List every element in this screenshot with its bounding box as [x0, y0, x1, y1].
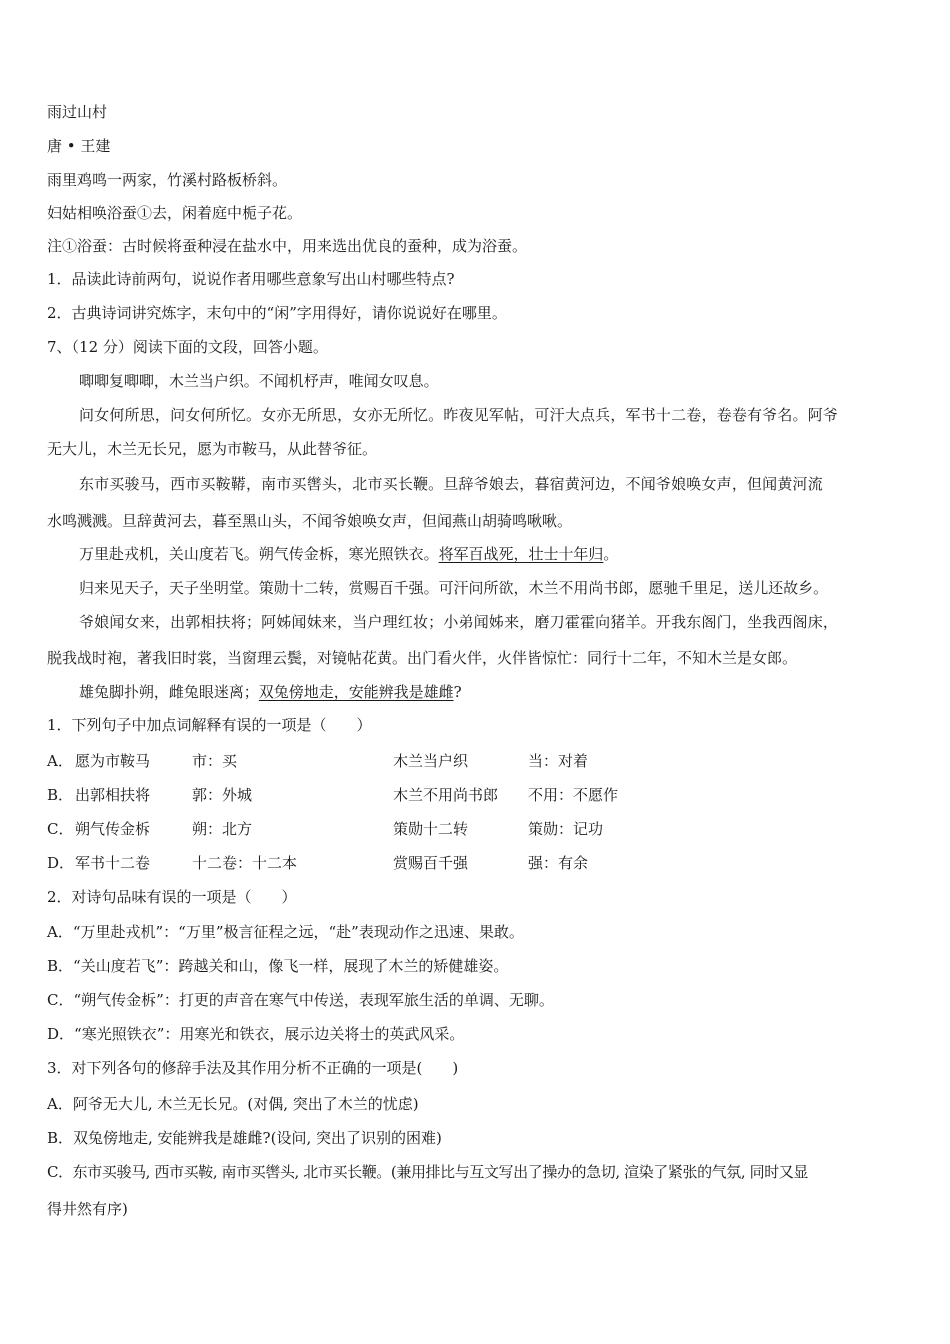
question-2-option-b: B．“关山度若飞”：跨越关和山，像飞一样，展现了木兰的矫健雄姿。: [47, 957, 509, 975]
option-sentence-1: 军书十二卷: [75, 854, 151, 872]
question-2-option-c: C．“朔气传金柝”：打更的声音在寒气中传送，表现军旅生活的单调、无聊。: [47, 991, 554, 1009]
option-sentence-1: 朔气传金柝: [75, 820, 151, 838]
option-sentence-1: 出郭相扶将: [75, 786, 151, 804]
option-label: C．: [47, 820, 74, 838]
poem-line-1: 雨里鸡鸣一两家，竹溪村路板桥斜。: [47, 171, 288, 189]
poem-question-2: 2．古典诗词讲究炼字，末句中的“闲”字用得好，请你说说好在哪里。: [47, 304, 507, 322]
option-explain-1: 十二卷：十二本: [192, 854, 298, 872]
question-1-stem: 1．下列句子中加点词解释有误的一项是（ ）: [47, 716, 372, 734]
passage-paragraph-1: 唧唧复唧唧，木兰当户织。不闻机杼声，唯闻女叹息。: [79, 372, 439, 390]
option-sentence-2: 赏赐百千强: [393, 854, 469, 872]
poem-title: 雨过山村: [47, 103, 108, 121]
passage-paragraph-4: [79, 544, 918, 564]
question-2-stem: 2．对诗句品味有误的一项是（ ）: [47, 888, 297, 906]
underlined-sentence-1: 将军百战死，壮士十年归: [438, 545, 604, 563]
option-explain-1: 市：买: [192, 752, 238, 770]
passage-paragraph-5: 归来见天子，天子坐明堂。策勋十二转，赏赐百千强。可汗问所欲，木兰不用尚书郎，愿驰千里足，送儿还故乡。: [79, 579, 829, 597]
option-explain-2: 当：对着: [528, 752, 589, 770]
option-explain-1: 郭：外城: [192, 786, 253, 804]
underlined-sentence-2: 双兔傍地走，安能辨我是雄雌: [258, 683, 454, 701]
passage-paragraph-6a: 爷娘闻女来，出郭相扶将；阿姊闻妹来，当户理红妆；小弟闻姊来，磨刀霍霍向猪羊。开我东阁门，坐我西阁床，: [79, 613, 839, 631]
option-explain-2: 强：有余: [528, 854, 589, 872]
question-2-option-d: D．“寒光照铁衣”：用寒光和铁衣，展示边关将士的英武风采。: [47, 1025, 465, 1043]
option-explain-1: 朔：北方: [192, 820, 253, 838]
option-explain-2: 不用：不愿作: [528, 786, 619, 804]
passage-paragraph-6b: 脱我战时袍，著我旧时裳，当窗理云鬓，对镜帖花黄。出门看火伴，火伴皆惊忙：同行十二年，不知木兰是女郎。: [47, 649, 798, 667]
question-2-option-a: A．“万里赴戎机”：“万里”极言征程之远，“赴”表现动作之迅速、果敢。: [47, 923, 524, 941]
passage-paragraph-3a: 东市买骏马，西市买鞍鞯，南市买辔头，北市买长鞭。旦辞爷娘去，暮宿黄河边，不闻爷娘唤女声，但闻黄河流: [79, 475, 823, 493]
option-sentence-2: 木兰不用尚书郎: [393, 786, 499, 804]
poem-author: 唐 • 王建: [47, 137, 111, 155]
passage-paragraph-4-text: 万里赴戎机，关山度若飞。朔气传金柝，寒光照铁衣。: [79, 545, 439, 563]
passage-paragraph-4-end: 。: [603, 545, 619, 563]
passage-paragraph-7: [79, 682, 918, 702]
option-label: B．: [47, 786, 74, 804]
option-sentence-1: 愿为市鞍马: [75, 752, 151, 770]
passage-paragraph-7-text: 雄兔脚扑朔，雌兔眼迷离；: [79, 683, 259, 701]
option-sentence-2: 策勋十二转: [393, 820, 469, 838]
option-sentence-2: 木兰当户织: [393, 752, 469, 770]
passage-paragraph-2a: 问女何所思，问女何所忆。女亦无所思，女亦无所忆。昨夜见军帖，可汗大点兵，军书十二卷，卷卷有爷名。阿爷: [79, 406, 839, 424]
question-3-option-a: A．阿爷无大儿, 木兰无长兄。(对偶, 突出了木兰的忧虑): [47, 1095, 419, 1113]
question-3-option-c-line-2: 得井然有序): [47, 1200, 128, 1218]
question-3-option-b: B．双兔傍地走, 安能辨我是雄雌?(设问, 突出了识别的困难): [47, 1129, 442, 1147]
passage-paragraph-7-end: ?: [453, 683, 462, 701]
poem-question-1: 1．品读此诗前两句，说说作者用哪些意象写出山村哪些特点?: [47, 270, 455, 288]
option-explain-2: 策勋：记功: [528, 820, 604, 838]
section-7-header: 7、（12 分）阅读下面的文段，回答小题。: [47, 338, 328, 356]
option-label: D．: [47, 854, 75, 872]
poem-note: 注①浴蚕：古时候将蚕种浸在盐水中，用来选出优良的蚕种，成为浴蚕。: [47, 237, 528, 255]
question-3-option-c-line-1: C．东市买骏马, 西市买鞍, 南市买辔头, 北市买长鞭。(兼用排比与互文写出了操办的急切, 渲染了紧张的气氛, 同时又显: [47, 1163, 809, 1181]
passage-paragraph-3b: 水鸣溅溅。旦辞黄河去，暮至黑山头，不闻爷娘唤女声，但闻燕山胡骑鸣啾啾。: [47, 512, 573, 530]
question-3-stem: 3．对下列各句的修辞手法及其作用分析不正确的一项是( ): [47, 1059, 459, 1077]
option-label: A．: [47, 752, 73, 770]
passage-paragraph-2b: 无大儿，木兰无长兄，愿为市鞍马，从此替爷征。: [47, 440, 378, 458]
poem-line-2: 妇姑相唤浴蚕①去，闲着庭中栀子花。: [47, 204, 303, 222]
